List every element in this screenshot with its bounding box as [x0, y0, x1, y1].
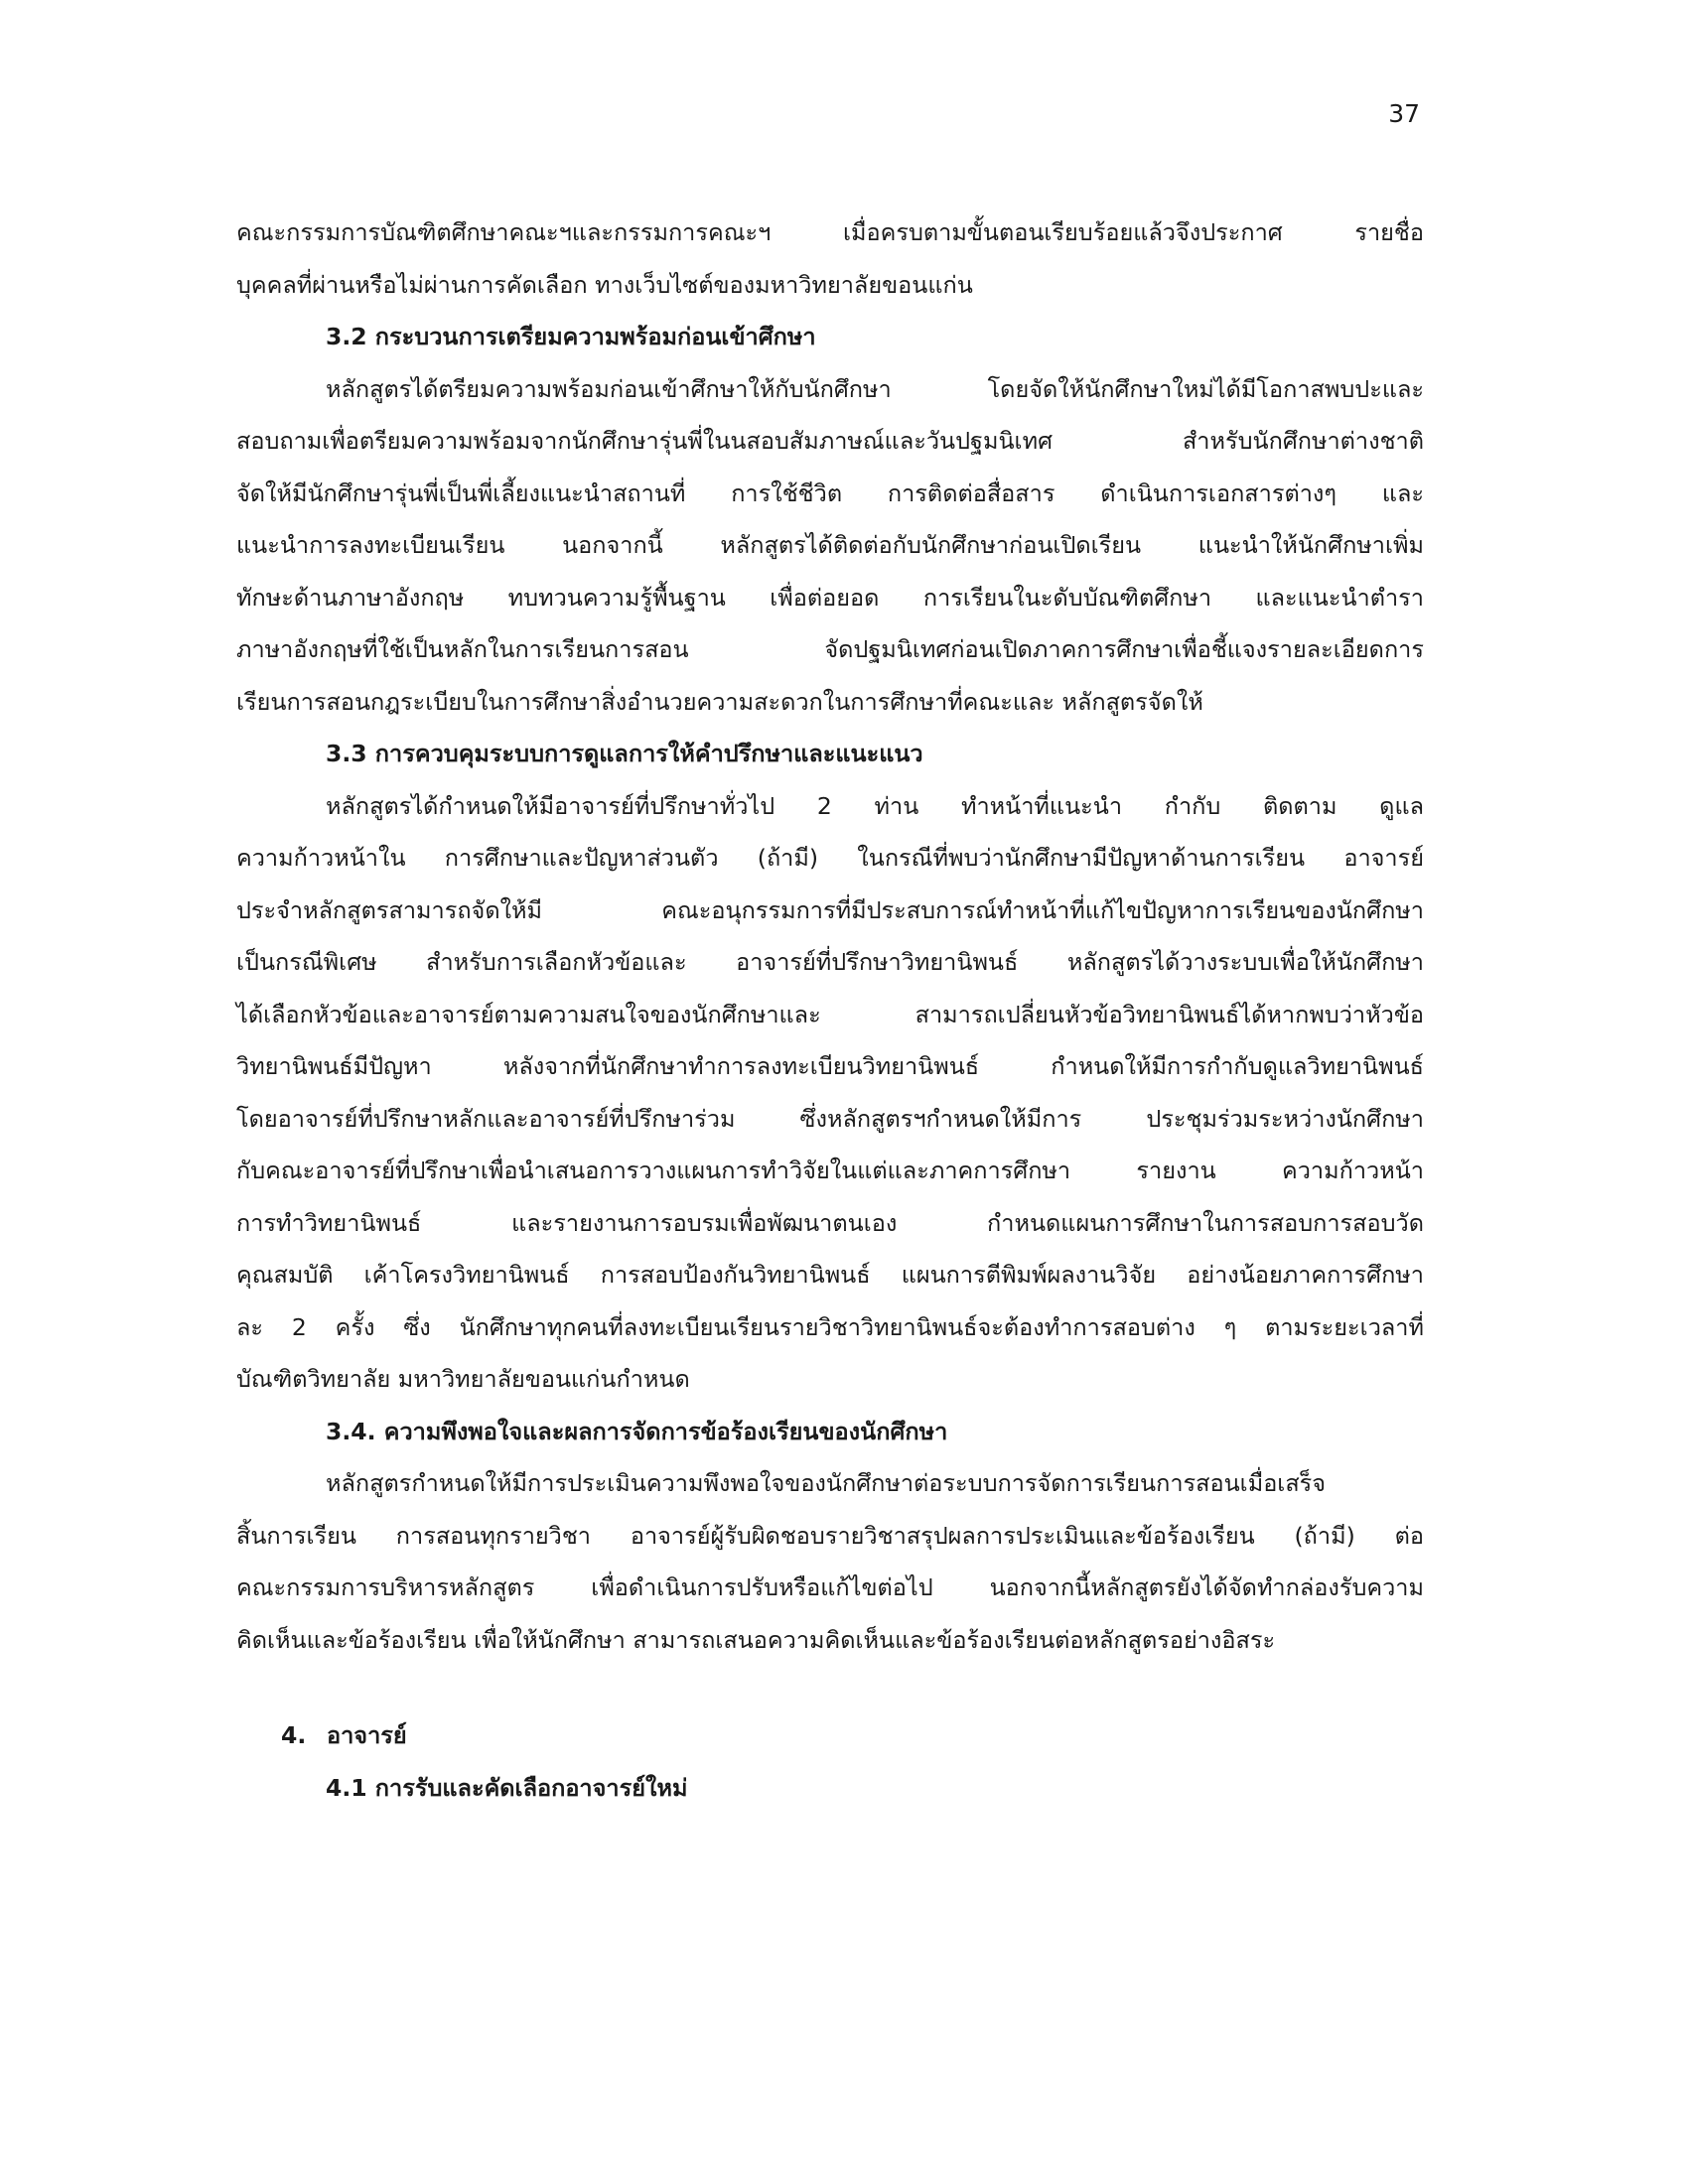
text-line: หลักสูตรกำหนดให้มีการประเมินความพึงพอใจของนักศึกษาต่อระบบการจัดการเรียนการสอนเมื่อเสร็จ	[326, 1469, 1327, 1497]
text-line: จัดให้มีนักศึกษารุ่นพี่เป็นพี่เลี้ยงแนะนำสถานที่ การใช้ชีวิต การติดต่อสื่อสาร ดำเนินการเอกสารต่างๆ และ	[236, 478, 1424, 507]
text-line: วิทยานิพนธ์มีปัญหา หลังจากที่นักศึกษาทำการลงทะเบียนวิทยานิพนธ์ กำหนดให้มีการกำกับดูแลวิทยานิพนธ์	[236, 1052, 1424, 1080]
text-line: ความก้าวหน้าใน การศึกษาและปัญหาส่วนตัว (ถ้ามี) ในกรณีที่พบว่านักศึกษามีปัญหาด้านการเรียน อาจารย์	[236, 844, 1424, 872]
text-line: ละ 2 ครั้ง ซึ่ง นักศึกษาทุกคนที่ลงทะเบียนเรียนรายวิชาวิทยานิพนธ์จะต้องทำการสอบต่าง ๆ ตามระยะเวลาที่	[236, 1312, 1424, 1341]
text-line: ทักษะด้านภาษาอังกฤษ ทบทวนความรู้พื้นฐาน เพื่อต่อยอด การเรียนในะดับบัณฑิตศึกษา และแนะนำตำรา	[236, 583, 1424, 612]
text-line: บัณฑิตวิทยาลัย มหาวิทยาลัยขอนแก่นกำหนด	[236, 1365, 690, 1393]
text-line: หลักสูตรได้ตรียมความพร้อมก่อนเข้าศึกษาให้กับนักศึกษา โดยจัดให้นักศึกษาใหม่ได้มีโอกาสพบปะและ	[326, 374, 1424, 403]
text-line: บุคคลที่ผ่านหรือไม่ผ่านการคัดเลือก ทางเว็บไซต์ของมหาวิทยาลัยขอนแก่น	[236, 270, 973, 299]
section-number: 4.	[281, 1721, 307, 1749]
text-line: เป็นกรณีพิเศษ สำหรับการเลือกหัวข้อและ อาจารย์ที่ปรึกษาวิทยานิพนธ์ หลักสูตรได้วางระบบเพื่อให้นักศึกษา	[236, 948, 1424, 976]
text-line: เรียนการสอนกฎระเบียบในการศึกษาสิ่งอำนวยความสะดวกในการศึกษาที่คณะและ หลักสูตรจัดให้	[236, 687, 1203, 716]
section-heading-3-3: 3.3 การควบคุมระบบการดูแลการให้คำปรึกษาและแนะแนว	[326, 740, 923, 767]
text-line: กับคณะอาจารย์ที่ปรึกษาเพื่อนำเสนอการวางแผนการทำวิจัยในแต่และภาคการศึกษา รายงาน ความก้าวหน้า	[236, 1157, 1424, 1184]
text-line: คณะกรรมการบัณฑิตศึกษาคณะฯและกรรมการคณะฯ เมื่อครบตามขั้นตอนเรียบร้อยแล้วจึงประกาศ รายชื่อ	[236, 218, 1424, 246]
text-line: ภาษาอังกฤษที่ใช้เป็นหลักในการเรียนการสอน จัดปฐมนิเทศก่อนเปิดภาคการศึกษาเพื่อชี้แจงรายละเอียดการ	[236, 635, 1424, 663]
text-line: คณะกรรมการบริหารหลักสูตร เพื่อดำเนินการปรับหรือแก้ไขต่อไป นอกจากนี้หลักสูตรยังได้จัดทำกล่องรับความ	[236, 1573, 1424, 1601]
section-title: อาจารย์	[327, 1721, 407, 1749]
text-line: แนะนำการลงทะเบียนเรียน นอกจากนี้ หลักสูตรได้ติดต่อกับนักศึกษาก่อนเปิดเรียน แนะนำให้นักศึกษาเพิ่ม	[236, 531, 1424, 559]
section-heading-4-1: 4.1 การรับและคัดเลือกอาจารย์ใหม่	[326, 1773, 688, 1802]
page-number: 37	[1388, 99, 1420, 128]
document-body	[236, 206, 1424, 1814]
intro-paragraph	[236, 206, 1424, 311]
text-line: สิ้นการเรียน การสอนทุกรายวิชา อาจารย์ผู้รับผิดชอบรายวิชาสรุปผลการประเมินและข้อร้องเรียน (ถ้ามี) ต่อ	[236, 1521, 1424, 1550]
text-line: โดยอาจารย์ที่ปรึกษาหลักและอาจารย์ที่ปรึกษาร่วม ซึ่งหลักสูตรฯกำหนดให้มีการ ประชุมร่วมระหว่างนักศึกษา	[236, 1104, 1424, 1133]
text-line: การทำวิทยานิพนธ์ และรายงานการอบรมเพื่อพัฒนาตนเอง กำหนดแผนการศึกษาในการสอบการสอบวัด	[236, 1208, 1424, 1237]
text-line: หลักสูตรได้กำหนดให้มีอาจารย์ที่ปรึกษาทั่วไป 2 ท่าน ทำหน้าที่แนะนำ กำกับ ติดตาม ดูแล	[326, 791, 1424, 820]
section-heading-4	[236, 1709, 1424, 1762]
section-3-3-paragraph	[236, 780, 1424, 1406]
text-line: คุณสมบัติ เค้าโครงวิทยานิพนธ์ การสอบป้องกันวิทยานิพนธ์ แผนการตีพิมพ์ผลงานวิจัย อย่างน้อยภาคการศึกษา	[236, 1261, 1424, 1289]
section-heading-3-2: 3.2 กระบวนการเตรียมความพร้อมก่อนเข้าศึกษา	[326, 323, 816, 350]
text-line: ประจำหลักสูตรสามารถจัดให้มี คณะอนุกรรมการที่มีประสบการณ์ทำหน้าที่แก้ไขปัญหาการเรียนของนักศึกษา	[236, 895, 1424, 924]
section-3-2-paragraph	[236, 363, 1424, 729]
text-line: ได้เลือกหัวข้อและอาจารย์ตามความสนใจของนักศึกษาและ สามารถเปลี่ยนหัวข้อวิทยานิพนธ์ได้หากพบว่าหัวข้อ	[236, 1000, 1424, 1028]
text-line: สอบถามเพื่อตรียมความพร้อมจากนักศึกษารุ่นพี่ในนสอบสัมภาษณ์และวันปฐมนิเทศ สำหรับนักศึกษาต่างชาติ	[236, 427, 1424, 455]
text-line: คิดเห็นและข้อร้องเรียน เพื่อให้นักศึกษา สามารถเสนอความคิดเห็นและข้อร้องเรียนต่อหลักสูตรอย่างอิสระ	[236, 1625, 1276, 1654]
section-3-4-paragraph	[236, 1457, 1424, 1666]
section-heading-3-4: 3.4. ความพึงพอใจและผลการจัดการข้อร้องเรียนของนักศึกษา	[326, 1417, 948, 1445]
section-spacer	[236, 1666, 1424, 1709]
